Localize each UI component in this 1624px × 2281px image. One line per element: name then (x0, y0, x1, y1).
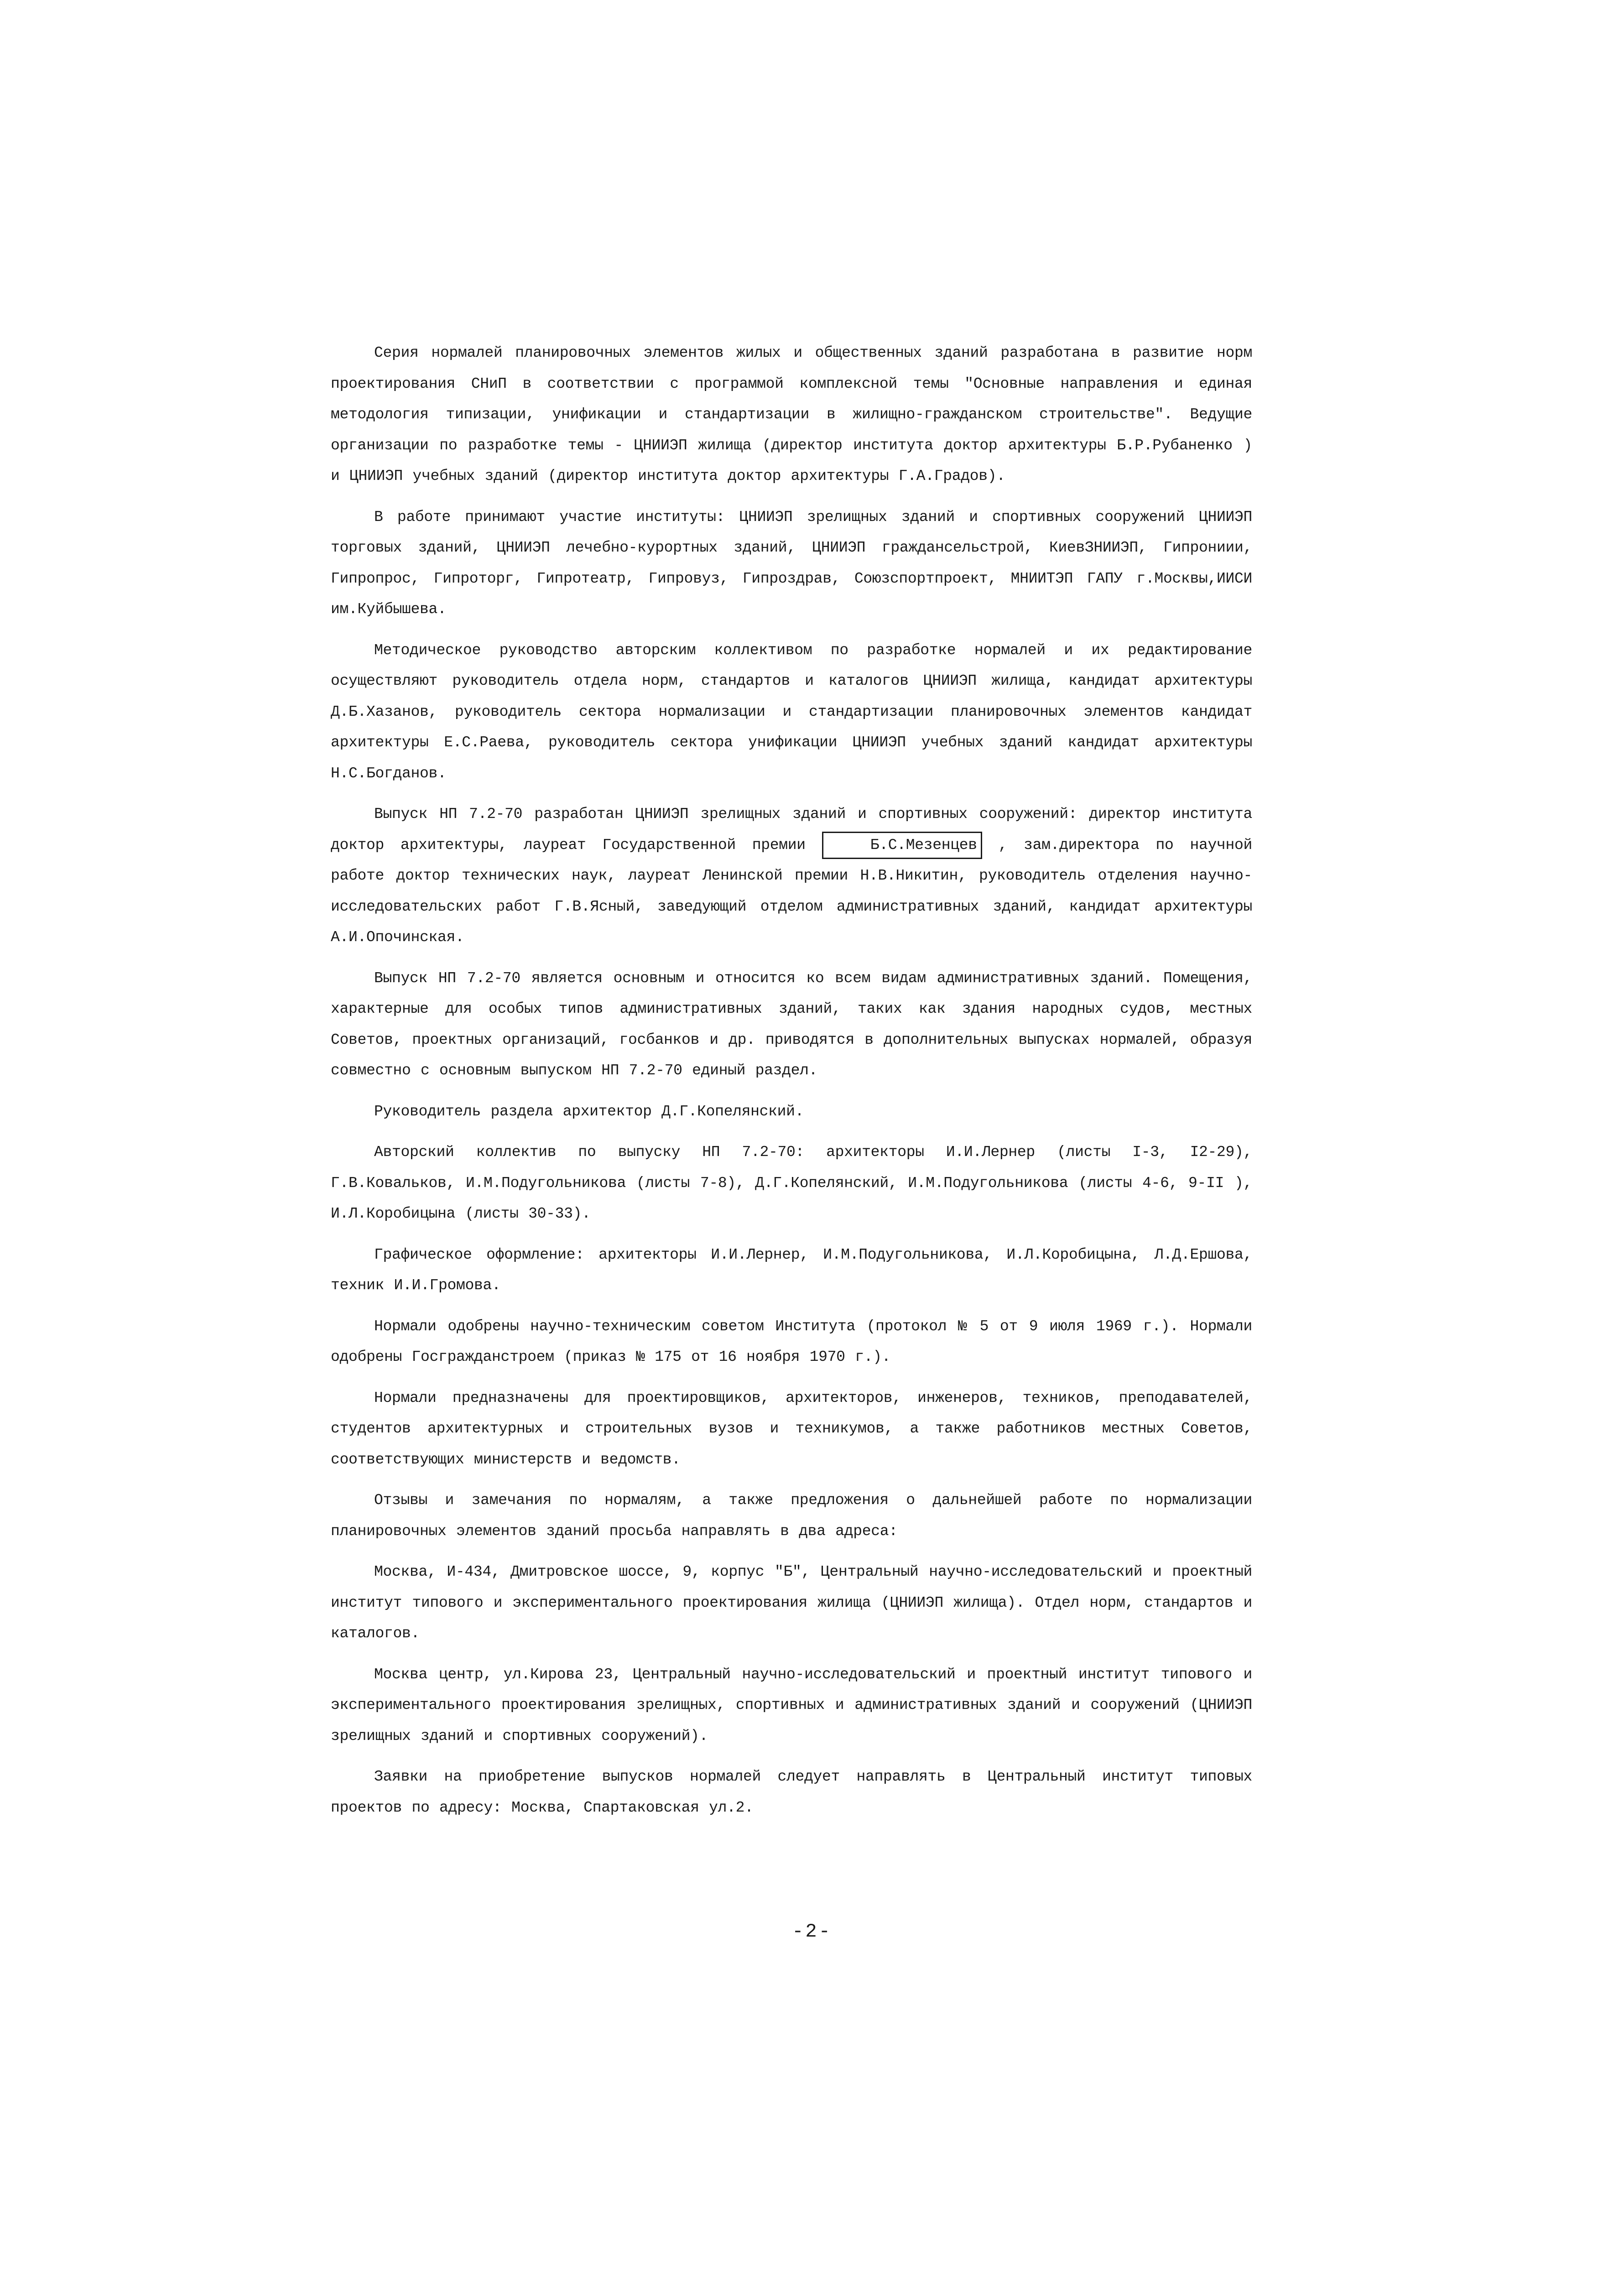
paragraph-audience: Нормали предназначены для проектировщиков, архитекторов, инженеров, техников, преподавателей, студентов архитектурных и строительных вузов и техникумов, а также работников местных Советов, соответствующих министерств и ведомств. (331, 1389, 1252, 1468)
boxed-name: Б.С.Мезенцев (822, 832, 982, 859)
paragraph-orders: Заявки на приобретение выпусков нормалей следует направлять в Центральный институт типовых проектов по адресу: Москва, Спартаковская ул.2. (331, 1768, 1252, 1816)
paragraph-approval: Нормали одобрены научно-техническим советом Института (протокол № 5 от 9 июля 1969 г.). Нормали одобрены Госгражданстроем (приказ № 175 от 16 ноября 1970 г.). (331, 1318, 1252, 1365)
paragraph-methodical-guidance: Методическое руководство авторским коллективом по разработке нормалей и их редактирование осуществляют руководитель отдела норм, стандартов и каталогов ЦНИИЭП жилища, кандидат архитектуры Д.Б.Хазанов, руководитель сектора нормализации и стандартизации планировочных элементов кандидат архитектуры Е.С.Раева, руководитель сектора унификации ЦНИИЭП учебных зданий кандидат архитектуры Н.С.Богданов. (331, 641, 1252, 782)
paragraph-section-head: Руководитель раздела архитектор Д.Г.Копелянский. (374, 1103, 804, 1120)
paragraph-feedback: Отзывы и замечания по нормалям, а также предложения о дальнейшей работе по нормализации планировочных элементов зданий просьба направлять в два адреса: (331, 1492, 1252, 1540)
paragraph-participating-institutes: В работе принимают участие институты: ЦНИИЭП зрелищных зданий и спортивных сооружений ЦНИИЭП торговых зданий, ЦНИИЭП лечебно-курортных зданий, ЦНИИЭП граждансельстрой, КиевЗНИИЭП, Гипрониии, Гипропрос, Гипроторг, Гипротеатр, Гипровуз, Гипроздрав, Союзспортпроект, МНИИТЭП ГАПУ г.Москвы,ИИСИ им.Куйбышева. (331, 508, 1252, 618)
paragraph-authors: Авторский коллектив по выпуску НП 7.2-70: архитекторы И.И.Лернер (листы I-3, I2-29), Г.В.Ковальков, И.М.Подугольникова (листы 7-8), Д.Г.Копелянский, И.М.Подугольникова (листы 4-6, 9-II ), И.Л.Коробицына (листы 30-33). (331, 1144, 1252, 1222)
paragraph-address-1: Москва, И-434, Дмитровское шоссе, 9, корпус "Б", Центральный научно-исследовательский и проектный институт типового и экспериментального проектирования жилища (ЦНИИЭП жилища). Отдел норм, стандартов и каталогов. (331, 1563, 1252, 1642)
paragraph-series-intro: Серия нормалей планировочных элементов жилых и общественных зданий разработана в развитие норм проектирования СНиП в соответствии с программой комплексной темы "Основные направления и единая методология типизации, унификации и стандартизации в жилищно-гражданском строительстве". Ведущие организации по разработке темы - ЦНИИЭП жилища (директор института доктор архитектуры Б.Р.Рубаненко ) и ЦНИИЭП учебных зданий (директор института доктор архитектуры Г.А.Градов). (331, 344, 1252, 484)
issue-text-after: , зам.директора по научной работе доктор технических наук, лауреат Ленинской премии Н.В.Никитин, руководитель отделения научно-исследовательских работ Г.В.Ясный, заведующий отделом административных зданий, кандидат архитектуры А.И.Опочинская. (331, 836, 1252, 946)
page-number: -2- (792, 1921, 832, 1942)
paragraph-issue-scope: Выпуск НП 7.2-70 является основным и относится ко всем видам административных зданий. Помещения, характерные для особых типов административных зданий, таких как здания народных судов, местных Советов, проектных организаций, госбанков и др. приводятся в дополнительных выпусках нормалей, образуя совместно с основным выпуском НП 7.2-70 единый раздел. (331, 969, 1252, 1079)
issue-text-before: Выпуск НП 7.2-70 разработан ЦНИИЭП зрелищных зданий и спортивных сооружений: директор института доктор архитектуры, лауреат Государственной премии (331, 806, 1252, 854)
body-text (331, 338, 1252, 1833)
paragraph-address-2: Москва центр, ул.Кирова 23, Центральный научно-исследовательский и проектный институт типового и экспериментального проектирования зрелищных, спортивных и административных зданий и сооружений (ЦНИИЭП зрелищных зданий и спортивных сооружений). (331, 1666, 1252, 1745)
paragraph-issue-developers (331, 799, 1252, 953)
paragraph-graphic-design: Графическое оформление: архитекторы И.И.Лернер, И.М.Подугольникова, И.Л.Коробицына, Л.Д.Ершова, техник И.И.Громова. (331, 1246, 1252, 1294)
